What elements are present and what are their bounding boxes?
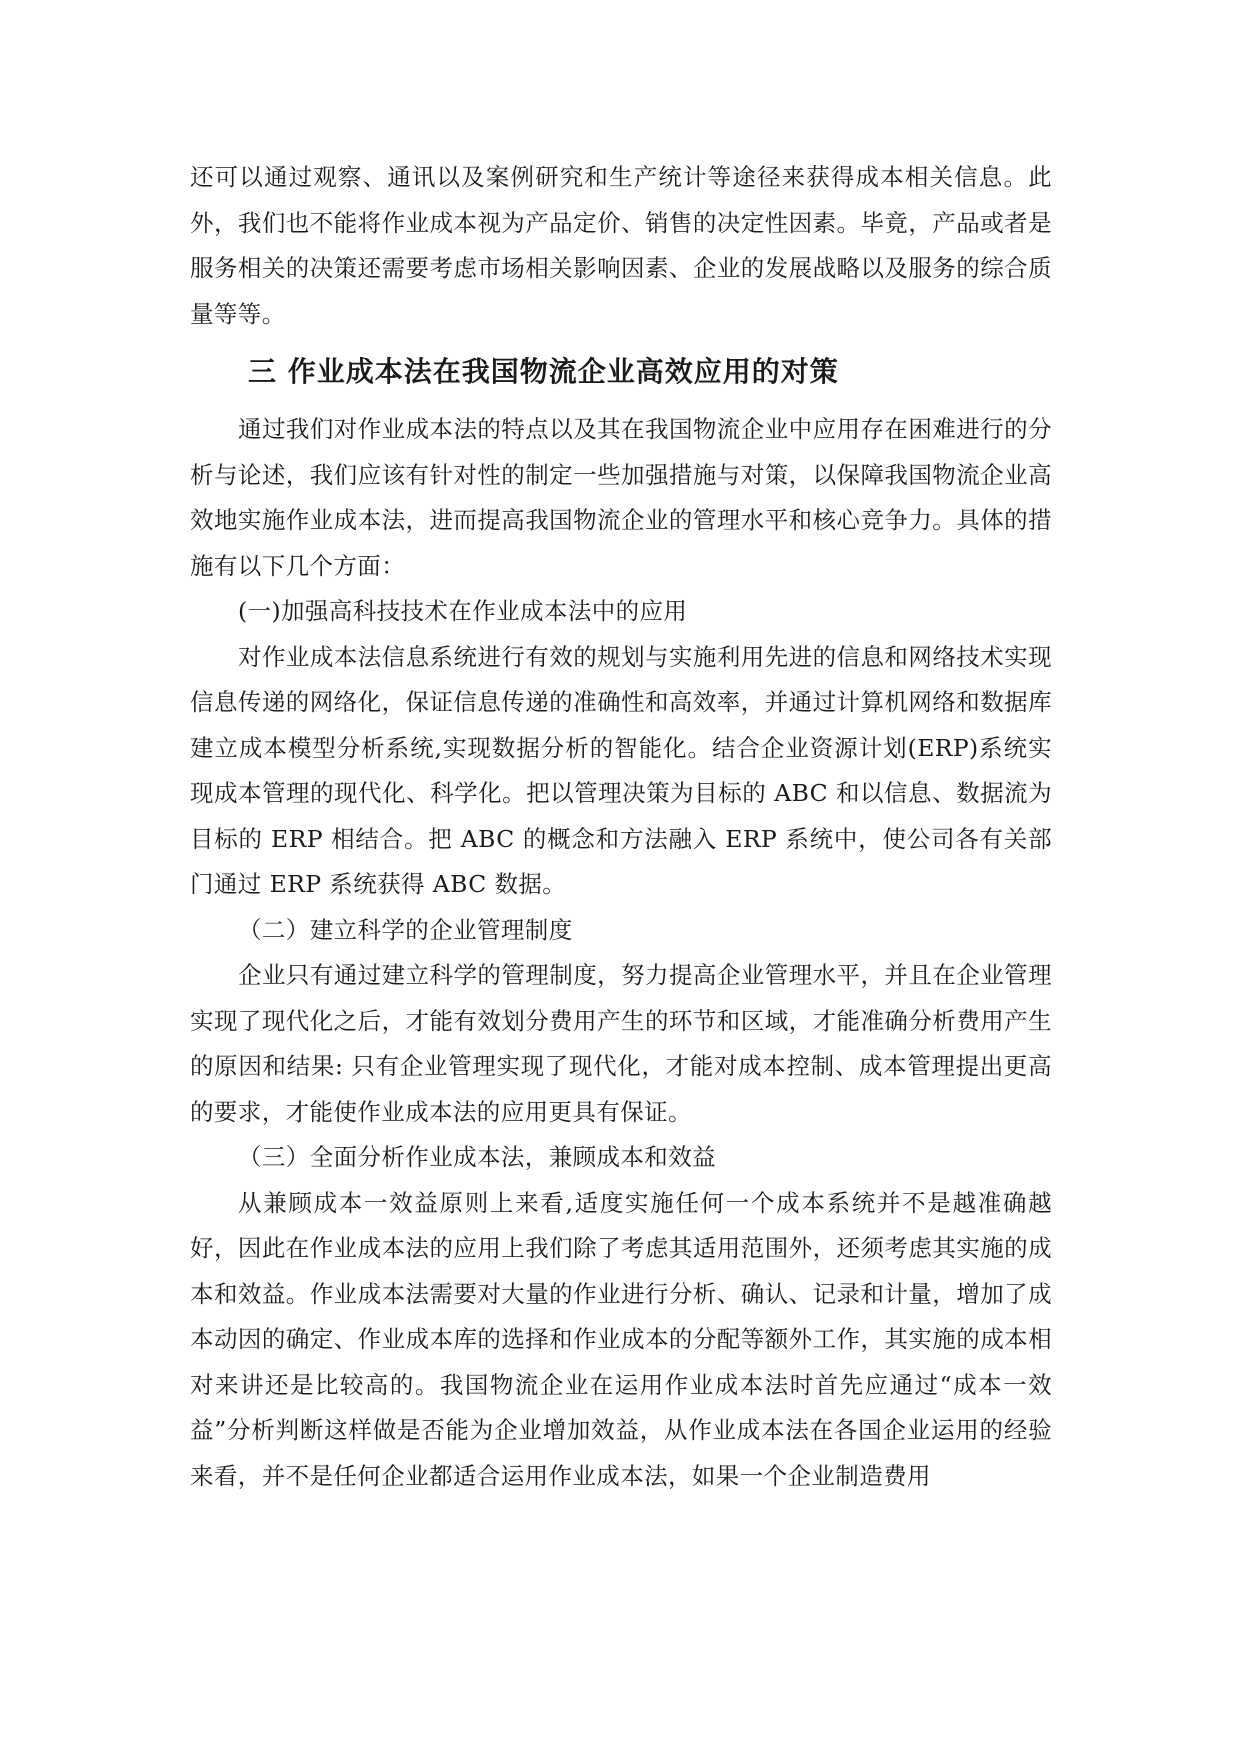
section-heading: 三 作业成本法在我国物流企业高效应用的对策	[248, 355, 839, 388]
intro-paragraph: 还可以通过观察、通讯以及案例研究和生产统计等途径来获得成本相关信息。此外，我们也不能将作业成本视为产品定价、销售的决定性因素。毕竟，产品或者是服务相关的决策还需要考虑市场相关影响因素、企业的发展战略以及服务的综合质量等等。	[190, 163, 1052, 328]
section-paragraph: 通过我们对作业成本法的特点以及其在我国物流企业中应用存在困难进行的分析与论述，我们应该有针对性的制定一些加强措施与对策，以保障我国物流企业高效地实施作业成本法，进而提高我国物流企业的管理水平和核心竞争力。具体的措施有以下几个方面：	[190, 415, 1052, 580]
subsection-2-heading: （二）建立科学的企业管理制度	[238, 915, 573, 944]
subsection-3-heading: （三）全面分析作业成本法，兼顾成本和效益	[238, 1143, 716, 1171]
subsection-1-heading: (一)加强高科技技术在作业成本法中的应用	[238, 597, 688, 625]
subsection-3-paragraph: 从兼顾成本一效益原则上来看,适度实施任何一个成本系统并不是越准确越好，因此在作业成本法的应用上我们除了考虑其适用范围外，还须考虑其实施的成本和效益。作业成本法需要对大量的作业进行分析、确认、记录和计量，增加了成本动因的确定、作业成本库的选择和作业成本的分配等额外工作，其实施的成本相对来讲还是比较高的。我国物流企业在运用作业成本法时首先应通过“成本一效益”分析判断这样做是否能为企业增加效益，从作业成本法在各国企业运用的经验来看，并不是任何企业都适合运用作业成本法，如果一个企业制造费用	[190, 1188, 1052, 1490]
subsection-1-paragraph: 对作业成本法信息系统进行有效的规划与实施利用先进的信息和网络技术实现信息传递的网络化，保证信息传递的准确性和高效率，并通过计算机网络和数据库建立成本模型分析系统,实现数据分析的智能化。结合企业资源计划(ERP)系统实现成本管理的现代化、科学化。把以管理决策为目标的 ABC 和以信息、数据流为目标的 ERP 相结合。把 ABC 的概念和方法融入 ERP 系统中，使公司各有关部门通过 ERP 系统获得 ABC 数据。	[190, 642, 1052, 898]
subsection-2-paragraph: 企业只有通过建立科学的管理制度，努力提高企业管理水平，并且在企业管理实现了现代化之后，才能有效划分费用产生的环节和区域，才能准确分析费用产生的原因和结果: 只有企业管理实现了现代化，才能对成本控制、成本管理提出更高的要求，才能使作业成本法的应用更具有保证。	[190, 961, 1052, 1126]
document-page	[190, 155, 1052, 1499]
